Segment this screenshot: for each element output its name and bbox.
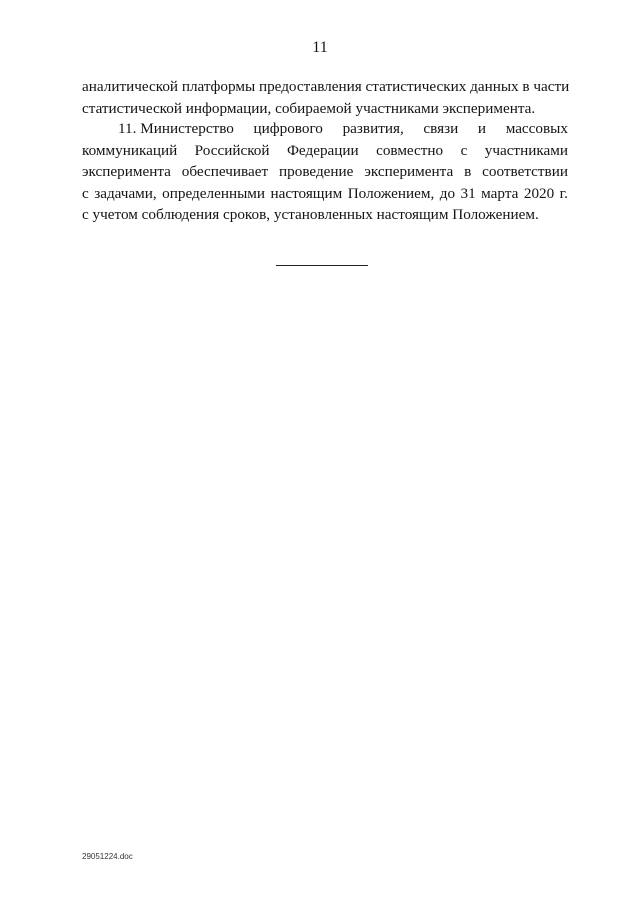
paragraph-continuation [82, 76, 568, 119]
word: определенными [162, 184, 266, 202]
text-line [82, 140, 568, 162]
word: эксперимента [82, 163, 171, 181]
text-line: с учетом соблюдения сроков, установленных настоящим Положением. [82, 206, 539, 224]
text-line: статистической информации, собираемой участниками эксперимента. [82, 99, 536, 117]
text-line [82, 118, 568, 140]
word: задачами, [94, 184, 157, 202]
word: 11. Министерство [118, 120, 234, 137]
text-line [82, 161, 568, 183]
word: г. [559, 184, 568, 202]
word: марта [481, 184, 519, 202]
word: до [439, 184, 456, 202]
word: и [477, 120, 487, 137]
word: соответствии [482, 163, 568, 181]
word: совместно [376, 141, 444, 159]
word: развития, [342, 120, 404, 137]
text-line-content: аналитической платформы предоставления статистических данных в части [82, 78, 570, 95]
page-number: 11 [312, 39, 328, 56]
word: обеспечивает [181, 163, 269, 181]
file-identifier: 29051224.doc [82, 852, 133, 861]
word: настоящим [270, 184, 343, 202]
paragraph-item-11 [82, 118, 568, 226]
word: с [82, 184, 89, 202]
word: в [464, 163, 472, 181]
word: эксперимента [364, 163, 454, 181]
text-line [82, 183, 568, 205]
word: с [460, 141, 468, 159]
end-of-document-rule [276, 265, 368, 266]
word: Положением, [347, 184, 435, 202]
word: 2020 [523, 184, 555, 202]
word: цифрового [253, 120, 323, 137]
word: Федерации [286, 141, 359, 159]
word: 31 [460, 184, 476, 202]
word: коммуникаций [82, 141, 178, 159]
text-line [82, 76, 568, 98]
word: проведение [279, 163, 354, 181]
word: участниками [484, 141, 568, 159]
word: массовых [505, 120, 568, 137]
word: Российской [194, 141, 270, 159]
word: связи [423, 120, 459, 137]
